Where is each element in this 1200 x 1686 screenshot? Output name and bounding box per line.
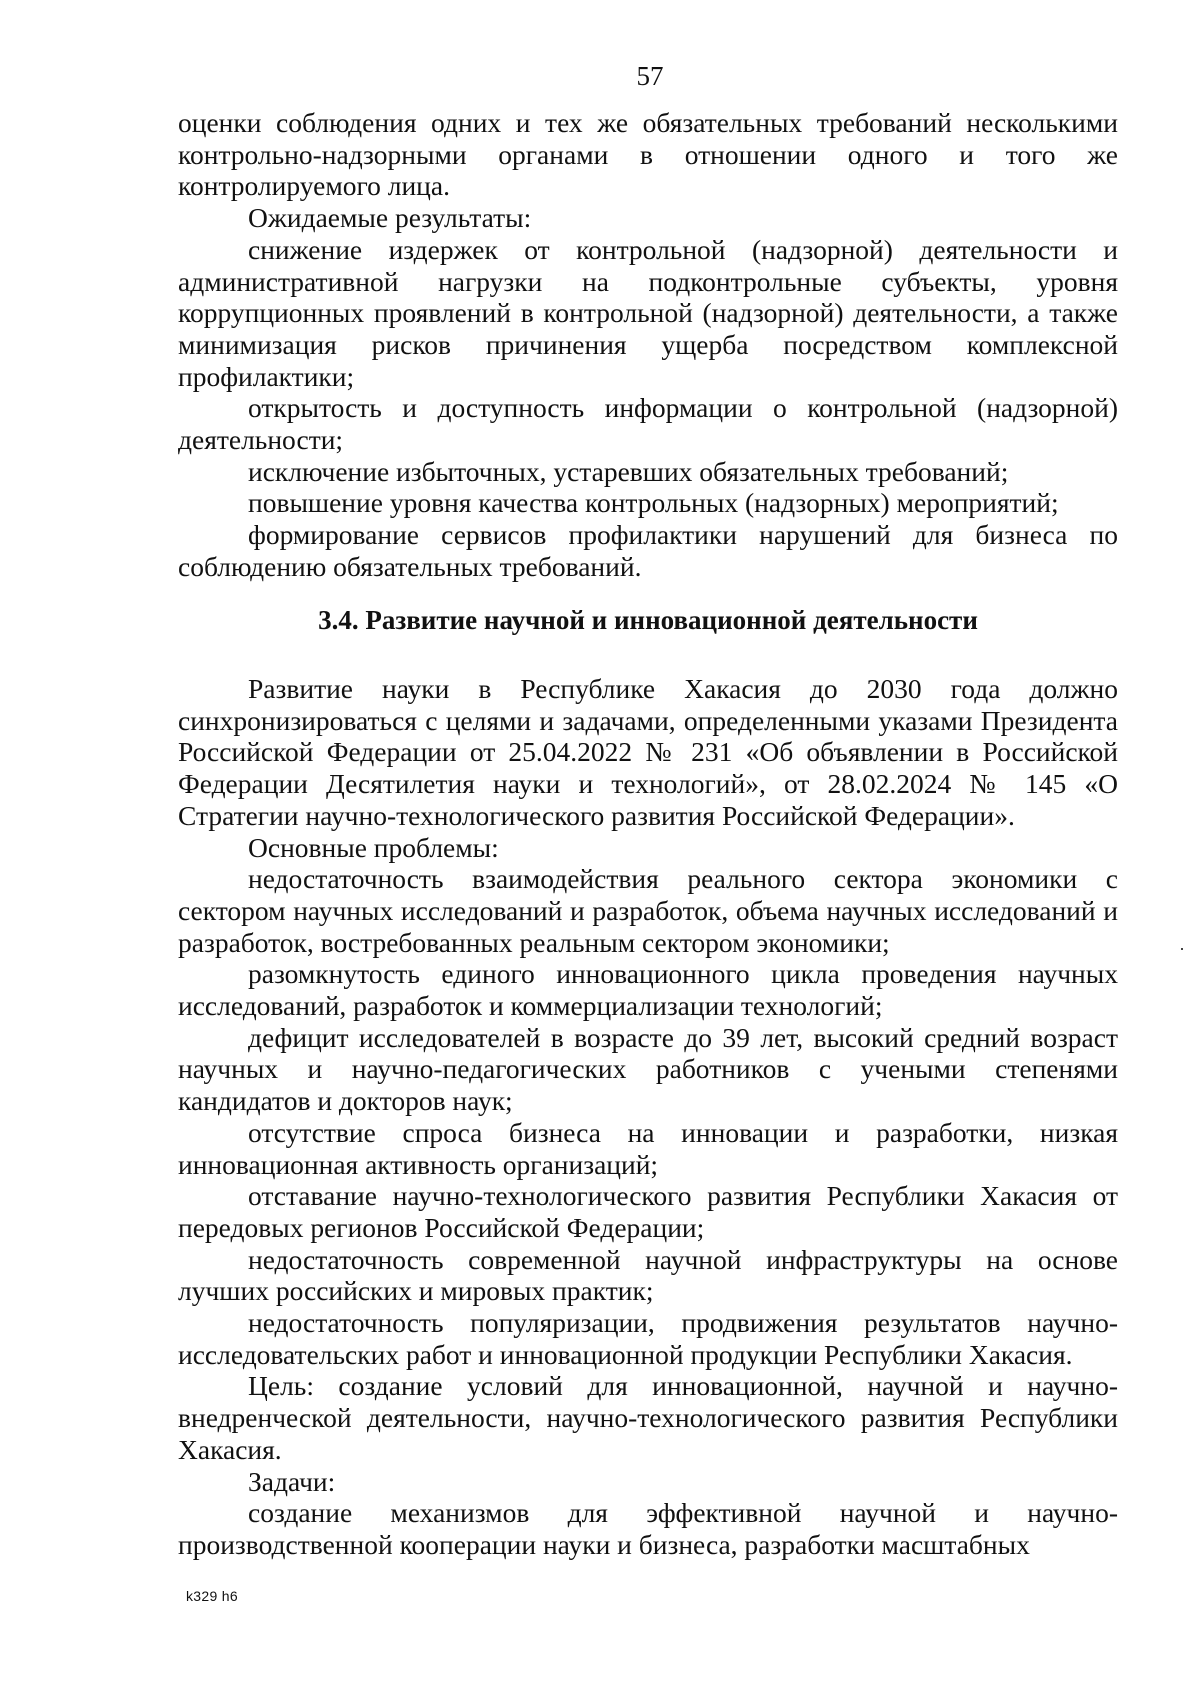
- page-number: 57: [636, 61, 664, 91]
- paragraph: разомкнутость единого инновационного цикла проведения научных исследований, разработок и коммерциализации технологий;: [178, 958, 1118, 1022]
- paragraph: Основные проблемы:: [248, 831, 499, 863]
- paragraph: недостаточность современной научной инфраструктуры на основе лучших российских и мировых практик;: [178, 1243, 1118, 1307]
- paragraph: формирование сервисов профилактики нарушений для бизнеса по соблюдению обязательных требований.: [178, 519, 1118, 582]
- paragraph: оценки соблюдения одних и тех же обязательных требований несколькими контрольно-надзорными органами в отношении одного и того же контролируемого лица.: [178, 107, 1118, 202]
- paragraph: дефицит исследователей в возрасте до 39 лет, высокий средний возраст научных и научно-педагогических работников с учеными степенями кандидатов и докторов наук;: [178, 1021, 1118, 1117]
- paragraph: создание механизмов для эффективной научной и научно-производственной кооперации науки и бизнеса, разработки масштабных: [178, 1497, 1118, 1560]
- paragraph: отсутствие спроса бизнеса на инновации и разработки, низкая инновационная активность организаций;: [178, 1116, 1118, 1180]
- paragraph: недостаточность взаимодействия реального сектора экономики с сектором научных исследований и разработок, объема научных исследований и разработок, востребованных реальным сектором экономики;: [178, 863, 1118, 958]
- paragraph: недостаточность популяризации, продвижения результатов научно-исследовательских работ и инновационной продукции Республики Хакасия.: [178, 1307, 1118, 1370]
- paragraph: открытость и доступность информации о контрольной (надзорной) деятельности;: [178, 392, 1118, 456]
- body-text-before-heading: [178, 107, 1118, 583]
- paragraph: отставание научно-технологического развития Республики Хакасия от передовых регионов Российской Федерации;: [178, 1180, 1118, 1243]
- paragraph: исключение избыточных, устаревших обязательных требований;: [248, 455, 1009, 487]
- paragraph: Развитие науки в Республике Хакасия до 2030 года должно синхронизироваться с целями и задачами, определенными указами Президента Российской Федерации от 25.04.2022 № 231 «Об объявлении в Российской Федерации Десятилетия науки и технологий», от 28.02.2024 № 145 «О Стратегии научно-технологического развития Российской Федерации».: [178, 673, 1118, 831]
- paragraph: Задачи:: [248, 1465, 336, 1497]
- paragraph: Ожидаемые результаты:: [248, 202, 532, 234]
- paragraph: снижение издержек от контрольной (надзорной) деятельности и административной нагрузки на подконтрольные субъекты, уровня коррупционных проявлений в контрольной (надзорной) деятельности, а также минимизация рисков причинения ущерба посредством комплексной профилактики;: [178, 233, 1118, 392]
- body-text-after-heading: [178, 673, 1118, 1561]
- scan-speck: [1181, 948, 1183, 950]
- footer-code: k329 h6: [186, 1588, 238, 1604]
- paragraph: повышение уровня качества контрольных (надзорных) мероприятий;: [248, 487, 1059, 519]
- paragraph: Цель: создание условий для инновационной, научной и научно-внедренческой деятельности, научно-технологического развития Республики Хакасия.: [178, 1370, 1118, 1465]
- section-heading: 3.4. Развитие научной и инновационной деятельности: [318, 605, 978, 635]
